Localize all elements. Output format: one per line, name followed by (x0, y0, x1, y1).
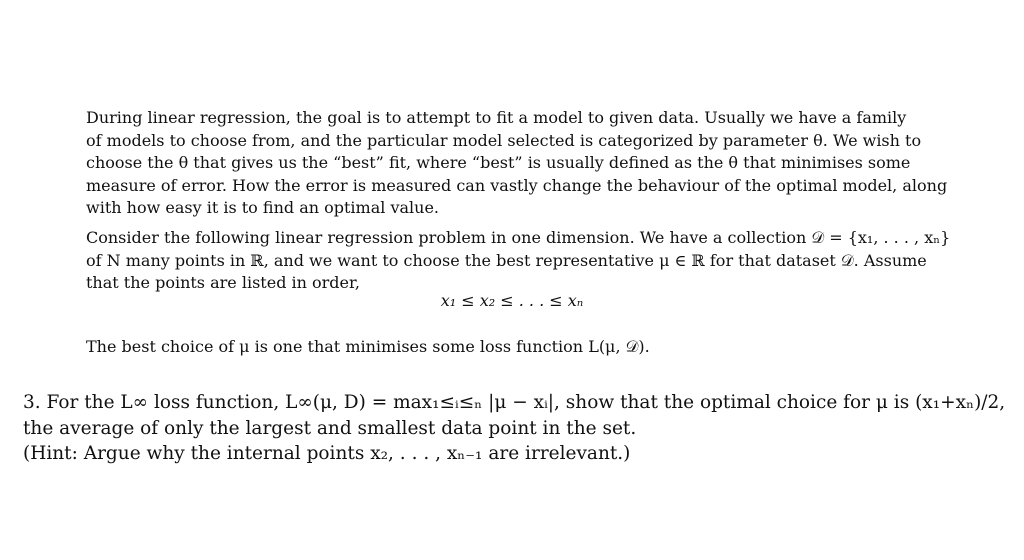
question-3 (23, 390, 1013, 467)
paragraph-line: measure of error. How the error is measured can vastly change the behaviour of the optimal model, along (86, 175, 948, 195)
intro-paragraph (86, 107, 956, 220)
paragraph-line: with how easy it is to find an optimal value. (86, 198, 440, 217)
question-hint-line: (Hint: Argue why the internal points x₂, . . . , xₙ₋₁ are irrelevant.) (23, 443, 631, 464)
paragraph-line: choose the θ that gives us the “best” fit, where “best” is usually defined as the θ that minimises some (86, 153, 911, 172)
loss-function-paragraph: The best choice of μ is one that minimises some loss function L(μ, 𝒟). (86, 337, 650, 356)
problem-setup-paragraph (86, 227, 956, 295)
paragraph-line: of N many points in ℝ, and we want to choose the best representative μ ∈ ℝ for that dataset 𝒟. Assume (86, 250, 927, 270)
paragraph-line: During linear regression, the goal is to attempt to fit a model to given data. Usually we have a family (86, 108, 907, 127)
question-line: 3. For the L∞ loss function, L∞(μ, D) = max₁≤ᵢ≤ₙ |μ − xᵢ|, show that the optimal choice for μ is (x₁+xₙ)/2, (23, 392, 1006, 413)
ordering-equation: x₁ ≤ x₂ ≤ . . . ≤ xₙ (440, 291, 584, 310)
paragraph-line: Consider the following linear regression problem in one dimension. We have a collection 𝒟 = {x₁, . . . , xₙ} (86, 228, 951, 247)
paragraph-line: of models to choose from, and the particular model selected is categorized by parameter θ. We wish to (86, 130, 922, 150)
paragraph-line: that the points are listed in order, (86, 273, 360, 292)
question-line: the average of only the largest and smallest data point in the set. (23, 417, 637, 439)
